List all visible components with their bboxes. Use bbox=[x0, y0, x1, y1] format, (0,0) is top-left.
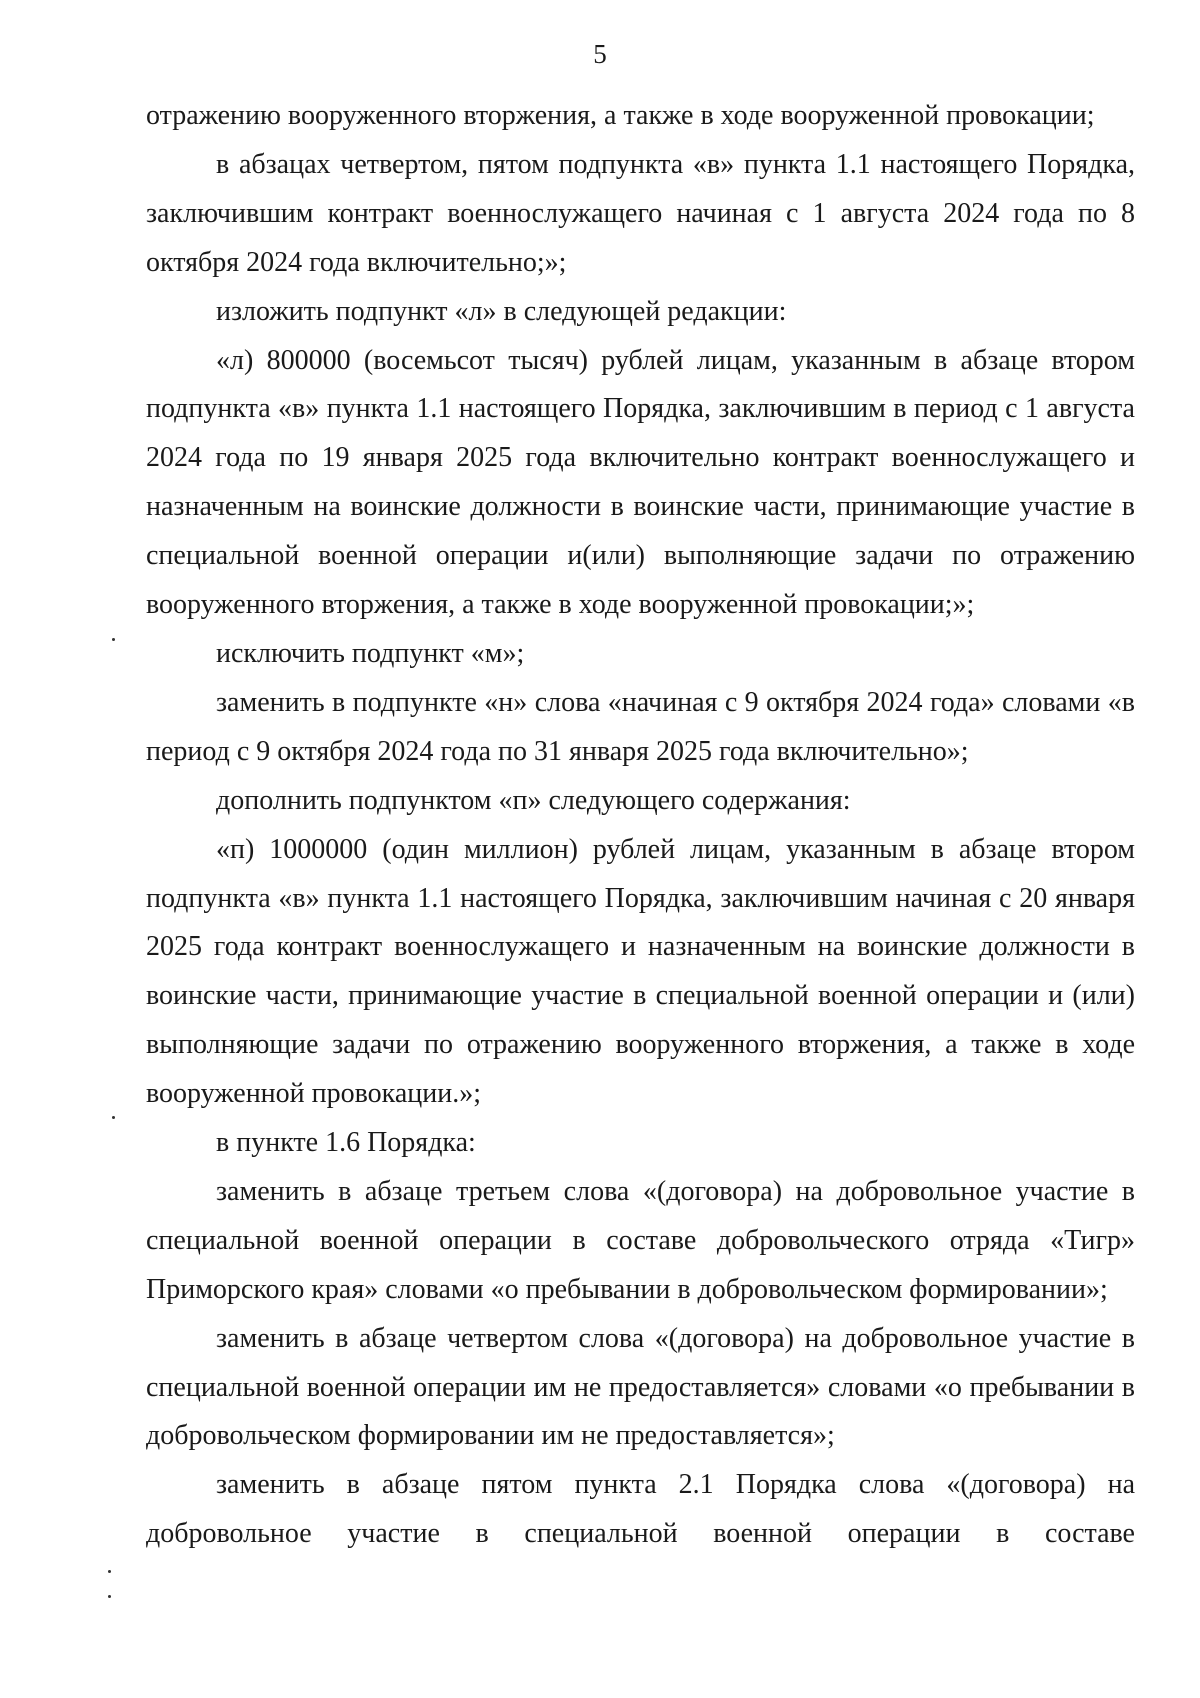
paragraph: дополнить подпунктом «п» следующего содержания: bbox=[216, 784, 851, 816]
paragraph: в пункте 1.6 Порядка: bbox=[216, 1127, 476, 1159]
scan-dot bbox=[108, 1570, 111, 1573]
paragraph: «л) 800000 (восемьсот тысяч) рублей лицам, указанным в абзаце втором подпункта «в» пункта 1.1 настоящего Порядка, заключившим в период с 1 августа 2024 года по 19 января 2025 года включительно контракт военнослужащего и назначенным на воинские должности в воинские части, принимающие участие в специальной военной операции и(или) выполняющие задачи по отражению вооруженного вторжения, а также в ходе вооруженной провокации;»; bbox=[146, 344, 1135, 621]
paragraph: заменить в абзаце третьем слова «(договора) на добровольное участие в специальной военной операции в составе добровольческого отряда «Тигр» Приморского края» словами «о пребывании в добровольческом формировании»; bbox=[146, 1175, 1135, 1305]
paragraph: заменить в подпункте «н» слова «начиная с 9 октября 2024 года» словами «в период с 9 октября 2024 года по 31 января 2025 года включительно»; bbox=[146, 686, 1135, 767]
paragraph: отражению вооруженного вторжения, а также в ходе вооруженной провокации; bbox=[146, 100, 1095, 131]
paragraph: изложить подпункт «л» в следующей редакции: bbox=[216, 295, 787, 327]
scan-dot bbox=[108, 1595, 111, 1598]
paragraph: заменить в абзаце пятом пункта 2.1 Порядка слова «(договора) на добровольное участие в специальной военной операции в составе bbox=[146, 1469, 1135, 1550]
scan-dot bbox=[112, 638, 115, 641]
document-body bbox=[146, 92, 1135, 1559]
paragraph: «п) 1000000 (один миллион) рублей лицам, указанным в абзаце втором подпункта «в» пункта 1.1 настоящего Порядка, заключившим начиная с 20 января 2025 года контракт военнослужащего и назначенным на воинские должности в воинские части, принимающие участие в специальной военной операции и (или) выполняющие задачи по отражению вооруженного вторжения, а также в ходе вооруженной провокации.»; bbox=[146, 833, 1135, 1110]
paragraph: в абзацах четвертом, пятом подпункта «в» пункта 1.1 настоящего Порядка, заключившим контракт военнослужащего начиная с 1 августа 2024 года по 8 октября 2024 года включительно;»; bbox=[146, 148, 1135, 278]
paragraph: исключить подпункт «м»; bbox=[216, 637, 525, 669]
paragraph: заменить в абзаце четвертом слова «(договора) на добровольное участие в специальной военной операции им не предоставляется» словами «о пребывании в добровольческом формировании им не предоставляется»; bbox=[146, 1322, 1135, 1452]
page-number: 5 bbox=[593, 39, 607, 69]
scan-dot bbox=[112, 1116, 115, 1119]
